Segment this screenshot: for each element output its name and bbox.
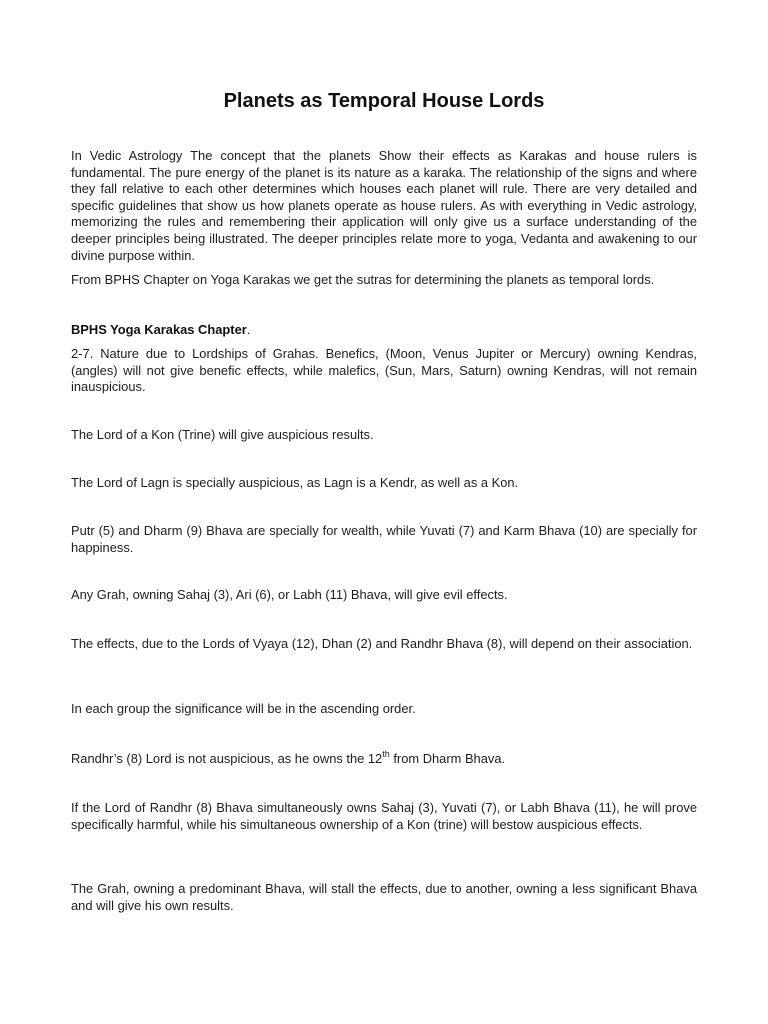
sutra-paragraph-randhr-lord: If the Lord of Randhr (8) Bhava simultaneously owns Sahaj (3), Yuvati (7), or Labh Bhava (11), he will prove specifically harmful, while his simultaneous ownership of a Kon (trine) will bestow auspicious effects.: [71, 800, 697, 832]
ordinal-superscript: th: [382, 749, 390, 759]
randhr-text-start: Randhr’s (8) Lord is not auspicious, as he owns the 12: [71, 751, 383, 766]
sutra-paragraph-association: The effects, due to the Lords of Vyaya (12), Dhan (2) and Randhr Bhava (8), will depend on their association.: [71, 636, 693, 651]
sutra-paragraph-nature: 2-7. Nature due to Lordships of Grahas. Benefics, (Moon, Venus Jupiter or Mercury) owning Kendras, (angles) will not give benefic effects, while malefics, (Sun, Mars, Saturn) owning Kendras, will not remain inauspicious.: [71, 346, 697, 395]
section-heading-suffix: .: [246, 322, 251, 337]
sutra-paragraph-ascending: In each group the significance will be in the ascending order.: [71, 701, 416, 716]
randhr-text-end: from Dharm Bhava.: [389, 751, 506, 766]
page-title: Planets as Temporal House Lords: [223, 90, 545, 112]
sutra-paragraph-predominant: The Grah, owning a predominant Bhava, will stall the effects, due to another, owning a less significant Bhava and will give his own results.: [71, 881, 697, 913]
sutra-paragraph-evil: Any Grah, owning Sahaj (3), Ari (6), or Labh (11) Bhava, will give evil effects.: [71, 587, 508, 602]
sutra-paragraph-putr-dharm: Putr (5) and Dharm (9) Bhava are specially for wealth, while Yuvati (7) and Karm Bhava (10) are specially for happiness.: [71, 523, 697, 555]
sutra-paragraph-kon: The Lord of a Kon (Trine) will give auspicious results.: [71, 427, 374, 442]
section-heading: [71, 322, 697, 339]
source-line: From BPHS Chapter on Yoga Karakas we get the sutras for determining the planets as temporal lords.: [71, 272, 655, 287]
sutra-paragraph-randhr: [71, 751, 697, 768]
sutra-paragraph-lagn: The Lord of Lagn is specially auspicious, as Lagn is a Kendr, as well as a Kon.: [71, 475, 519, 490]
intro-paragraph: In Vedic Astrology The concept that the planets Show their effects as Karakas and house rulers is fundamental. The pure energy of the planet is its nature as a karaka. The relationship of the signs and where they fall relative to each other determines which houses each planet will rule. There are very detailed and specific guidelines that show us how planets operate as house rulers. As with everything in Vedic astrology, memorizing the rules and remembering their application will only give us a surface understanding of the deeper principles being illustrated. The deeper principles relate more to yoga, Vedanta and awakening to our divine purpose within.: [71, 148, 697, 263]
section-heading-text: BPHS Yoga Karakas Chapter: [71, 322, 247, 337]
